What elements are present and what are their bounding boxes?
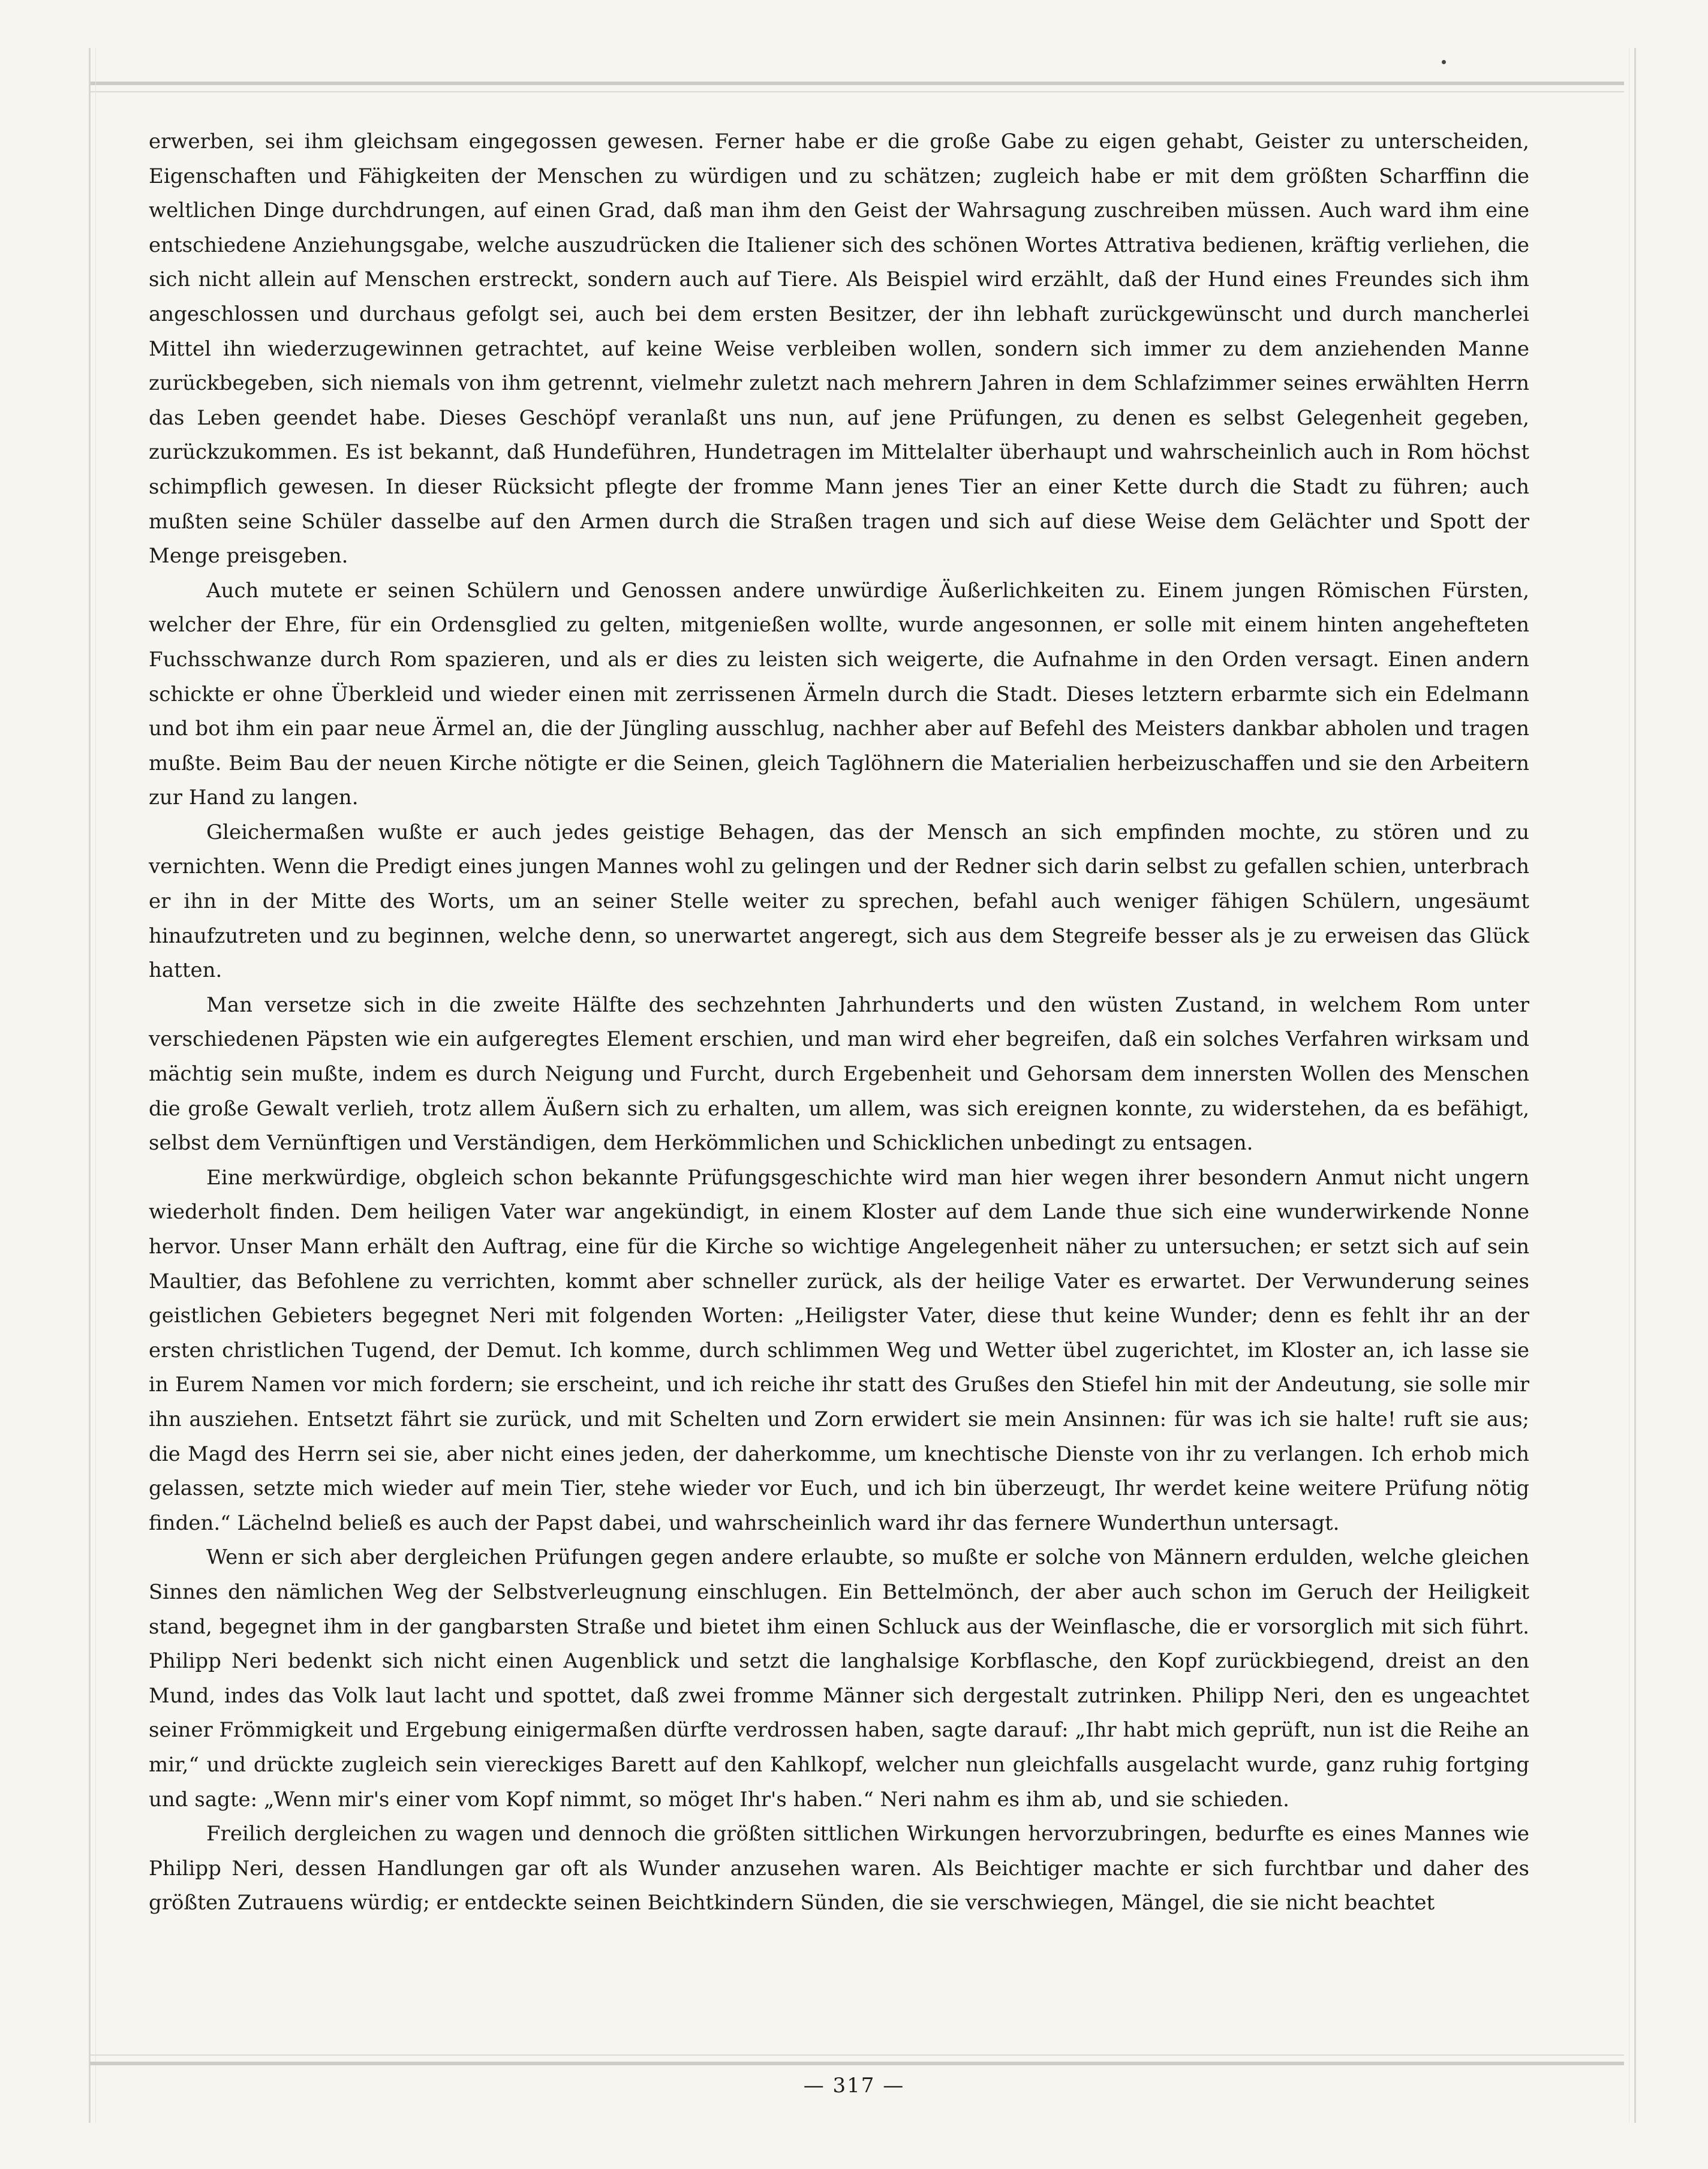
paragraph-2: Auch mutete er seinen Schülern und Genossen andere unwürdige Äußerlichkeiten zu. Einem jungen Römischen Fürsten, welcher der Ehre, für ein Ordensglied zu gelten, mitgenießen wollte, wurde angesonnen, er solle mit einem hinten angehefteten Fuchsschwanze durch Rom spazieren, und als er dies zu leisten sich weigerte, die Aufnahme in den Orden versagt. Einen andern schickte er ohne Überkleid und wieder einen mit zerrissenen Ärmeln durch die Stadt. Dieses letztern erbarmte sich ein Edelmann und bot ihm ein paar neue Ärmel an, die der Jüngling ausschlug, nachher aber auf Befehl des Meisters dankbar abholen und tragen mußte. Beim Bau der neuen Kirche nötigte er die Seinen, gleich Taglöhnern die Materialien herbeizuschaffen und sie den Arbeitern zur Hand zu langen. [149,578,1529,810]
ink-speck [1442,60,1446,64]
body-text [149,125,1529,1921]
paragraph-6: Wenn er sich aber dergleichen Prüfungen gegen andere erlaubte, so mußte er solche von Männern erdulden, welche gleichen Sinnes den nämlichen Weg der Selbstverleugnung einschlugen. Ein Bettelmönch, der aber auch schon im Geruch der Heiligkeit stand, begegnet ihm in der gangbarsten Straße und bietet ihm einen Schluck aus der Weinflasche, die er vorsorglich mit sich führt. Philipp Neri bedenkt sich nicht einen Augenblick und setzt die langhalsige Korbflasche, den Kopf zurückbiegend, dreist an den Mund, indes das Volk laut lacht und spottet, daß zwei fromme Männer sich dergestalt zutrinken. Philipp Neri, den es ungeachtet seiner Frömmigkeit und Ergebung einigermaßen dürfte verdrossen haben, sagte darauf: „Ihr habt mich geprüft, nun ist die Reihe an mir,“ und drückte zugleich sein viereckiges Barett auf den Kahlkopf, welcher nun gleichfalls ausgelacht wurde, ganz ruhig fortging und sagte: „Wenn mir's einer vom Kopf nimmt, so möget Ihr's haben.“ Neri nahm es ihm ab, und sie schieden. [149,1545,1529,1812]
paragraph-5: Eine merkwürdige, obgleich schon bekannte Prüfungsgeschichte wird man hier wegen ihrer besondern Anmut nicht ungern wiederholt finden. Dem heiligen Vater war angekündigt, in einem Kloster auf dem Lande thue sich eine wunderwirkende Nonne hervor. Unser Mann erhält den Auftrag, eine für die Kirche so wichtige Angelegenheit näher zu untersuchen; er setzt sich auf sein Maultier, das Befohlene zu verrichten, kommt aber schneller zurück, als der heilige Vater es erwartet. Der Verwunderung seines geistlichen Gebieters begegnet Neri mit folgenden Worten: „Heiligster Vater, diese thut keine Wunder; denn es fehlt ihr an der ersten christlichen Tugend, der Demut. Ich komme, durch schlimmen Weg und Wetter übel zugerichtet, im Kloster an, ich lasse sie in Eurem Namen vor mich fordern; sie erscheint, und ich reiche ihr statt des Grußes den Stiefel hin mit der Andeutung, sie solle mir ihn ausziehen. Entsetzt fährt sie zurück, und mit Schelten und Zorn erwidert sie mein Ansinnen: für was ich sie halte! ruft sie aus; die Magd des Herrn sei sie, aber nicht eines jeden, der daherkomme, um knechtische Dienste von ihr zu verlangen. Ich erhob mich gelassen, setzte mich wieder auf mein Tier, stehe wieder vor Euch, und ich bin überzeugt, Ihr werdet keine weitere Prüfung nötig finden.“ Lächelnd beließ es auch der Papst dabei, und wahrscheinlich ward ihr das fernere Wunderthun untersagt. [149,1165,1529,1535]
page-border-top [90,82,1624,92]
page-number: — 317 — [803,2074,905,2098]
page-border-bottom [90,2054,1624,2065]
paragraph-4: Man versetze sich in die zweite Hälfte des sechzehnten Jahrhunderts und den wüsten Zustand, in welchem Rom unter verschiedenen Päpsten wie ein aufgeregtes Element erschien, und man wird eher begreifen, daß ein solches Verfahren wirksam und mächtig sein mußte, indem es durch Neigung und Furcht, durch Ergebenheit und Gehorsam dem innersten Wollen des Menschen die große Gewalt verlieh, trotz allem Äußern sich zu erhalten, um allem, was sich ereignen konnte, zu widerstehen, da es befähigt, selbst dem Vernünftigen und Verständigen, dem Herkömmlichen und Schicklichen unbedingt zu entsagen. [149,992,1529,1156]
paragraph-7: Freilich dergleichen zu wagen und dennoch die größten sittlichen Wirkungen hervorzubringen, bedurfte es eines Mannes wie Philipp Neri, dessen Handlungen gar oft als Wunder anzusehen waren. Als Beichtiger machte er sich furchtbar und daher des größten Zutrauens würdig; er entdeckte seinen Beichtkindern Sünden, die sie verschwiegen, Mängel, die sie nicht beachtet [149,1822,1529,1915]
page-border-left [89,48,96,2123]
paragraph-1: erwerben, sei ihm gleichsam eingegossen gewesen. Ferner habe er die große Gabe zu eigen gehabt, Geister zu unterscheiden, Eigenschaften und Fähigkeiten der Menschen zu würdigen und zu schätzen; zugleich habe er mit dem größten Scharffinn die weltlichen Dinge durchdrungen, auf einen Grad, daß man ihm den Geist der Wahrsagung zuschreiben müssen. Auch ward ihm eine entschiedene Anziehungsgabe, welche auszudrücken die Italiener sich des schönen Wortes Attrativa bedienen, kräftig verliehen, die sich nicht allein auf Menschen erstreckt, sondern auch auf Tiere. Als Beispiel wird erzählt, daß der Hund eines Freundes sich ihm angeschlossen und durchaus gefolgt sei, auch bei dem ersten Besitzer, der ihn lebhaft zurückgewünscht und durch mancherlei Mittel ihn wiederzugewinnen getrachtet, auf keine Weise verbleiben wollen, sondern sich immer zu dem anziehenden Manne zurückbegeben, sich niemals von ihm getrennt, vielmehr zuletzt nach mehrern Jahren in dem Schlafzimmer seines erwählten Herrn das Leben geendet habe. Dieses Geschöpf veranlaßt uns nun, auf jene Prüfungen, zu denen es selbst Gelegenheit gegeben, zurückzukommen. Es ist bekannt, daß Hundeführen, Hundetragen im Mittelalter überhaupt und wahrscheinlich auch in Rom höchst schimpflich gewesen. In dieser Rücksicht pflegte der fromme Mann jenes Tier an einer Kette durch die Stadt zu führen; auch mußten seine Schüler dasselbe auf den Armen durch die Straßen tragen und sich auf diese Weise dem Gelächter und Spott der Menge preisgeben. [149,130,1529,568]
page-border-right [1629,48,1636,2123]
paragraph-3: Gleichermaßen wußte er auch jedes geistige Behagen, das der Mensch an sich empfinden mochte, zu stören und zu vernichten. Wenn die Predigt eines jungen Mannes wohl zu gelingen und der Redner sich darin selbst zu gefallen schien, unterbrach er ihn in der Mitte des Worts, um an seiner Stelle weiter zu sprechen, befahl auch weniger fähigen Schülern, ungesäumt hinaufzutreten und zu beginnen, welche denn, so unerwartet angeregt, sich aus dem Stegreife besser als je zu erweisen das Glück hatten. [149,820,1529,983]
